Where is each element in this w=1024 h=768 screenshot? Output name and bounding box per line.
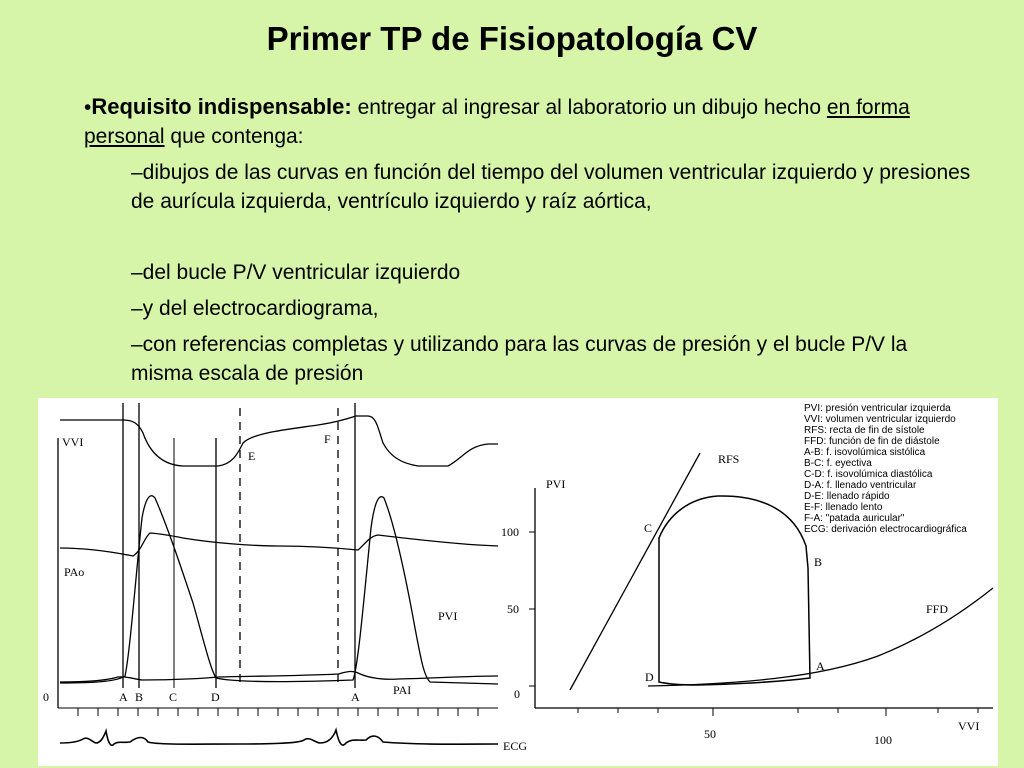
rfs-label: RFS <box>718 452 740 466</box>
label-vvi: VVI <box>62 435 84 449</box>
point-b: B <box>814 555 823 569</box>
marker-a: A <box>119 690 128 704</box>
point-c: C <box>644 521 653 535</box>
ref-item: PVI: presión ventricular izquierda <box>804 403 951 414</box>
bullet: • <box>84 96 92 119</box>
marker-a2: A <box>351 690 360 704</box>
pv-ytick-50: 50 <box>507 602 519 616</box>
ref-item: D-E: llenado rápido <box>804 491 890 502</box>
label-f: F <box>324 432 331 446</box>
figure-svg <box>38 398 998 766</box>
requirement-label: Requisito indispensable: <box>91 94 352 119</box>
ref-item: FFD: función de fin de diástole <box>804 436 940 447</box>
marker-b: B <box>135 690 144 704</box>
pv-x-label: VVI <box>958 719 980 733</box>
requirement-text-2: que contenga: <box>164 125 304 148</box>
requirement-paragraph <box>84 92 964 151</box>
time-axis-ticks <box>78 708 478 716</box>
ref-item: RFS: recta de fin de sístole <box>804 425 925 436</box>
subitem-curves: –dibujos de las curvas en función del tiempo del volumen ventricular izquierdo y presiones de aurícula izquierda, ventrículo izquierdo y raíz aórtica, <box>131 161 971 213</box>
ffd-label: FFD <box>926 602 949 616</box>
ref-item: E-F: llenado lento <box>804 502 883 513</box>
ref-item: A-B: f. isovolúmica sistólica <box>804 447 926 458</box>
subitem-ecg: –y del electrocardiograma, <box>131 297 379 320</box>
ref-item: ECG: derivación electrocardiográfica <box>804 524 967 535</box>
pv-y-label: PVI <box>546 477 566 491</box>
time-panel-labels <box>43 432 527 753</box>
point-a: A <box>816 659 825 673</box>
rfs-line <box>570 453 700 690</box>
pao-curve <box>60 533 498 556</box>
pv-panel-labels <box>501 452 979 747</box>
requirement-underlined: en forma personal <box>84 96 910 148</box>
requirement-text-1: entregar al ingresar al laboratorio un dibujo hecho <box>351 96 827 119</box>
pv-loop-panel <box>529 453 993 716</box>
label-pai: PAI <box>393 683 412 697</box>
pv-ytick-0: 0 <box>514 687 520 701</box>
label-ecg: ECG <box>503 739 527 753</box>
pvi-curve <box>60 496 498 684</box>
slide-title: Primer TP de Fisiopatología CV <box>266 20 758 57</box>
subitem-references: –con referencias completas y utilizando para las curvas de presión y el bucle P/V la misma escala de presión <box>131 333 908 385</box>
label-zero: 0 <box>43 690 49 704</box>
ref-item: D-A: f. llenado ventricular <box>804 480 917 491</box>
pv-xtick-50: 50 <box>704 727 716 741</box>
marker-c: C <box>169 690 178 704</box>
point-d: D <box>645 670 654 684</box>
ref-item: F-A: "patada auricular" <box>804 513 905 524</box>
label-pvi: PVI <box>438 609 458 623</box>
marker-d: D <box>211 690 220 704</box>
ref-item: VVI: volumen ventricular izquierdo <box>804 414 956 425</box>
ref-item: B-C: f. eyectiva <box>804 458 872 469</box>
pv-xtick-100: 100 <box>874 733 892 747</box>
vvi-curve <box>60 416 498 466</box>
label-e: E <box>248 449 256 463</box>
pv-axis-ticks <box>529 532 978 716</box>
label-pao: PAo <box>64 565 85 579</box>
references-legend <box>804 403 967 535</box>
pv-loop <box>659 496 810 685</box>
ref-item: C-D: f. isovolúmica diastólica <box>804 469 933 480</box>
ecg-curve <box>60 730 498 745</box>
physiology-figure <box>38 398 998 766</box>
subitem-pv-loop: –del bucle P/V ventricular izquierdo <box>131 261 461 284</box>
pv-ytick-100: 100 <box>501 525 519 539</box>
